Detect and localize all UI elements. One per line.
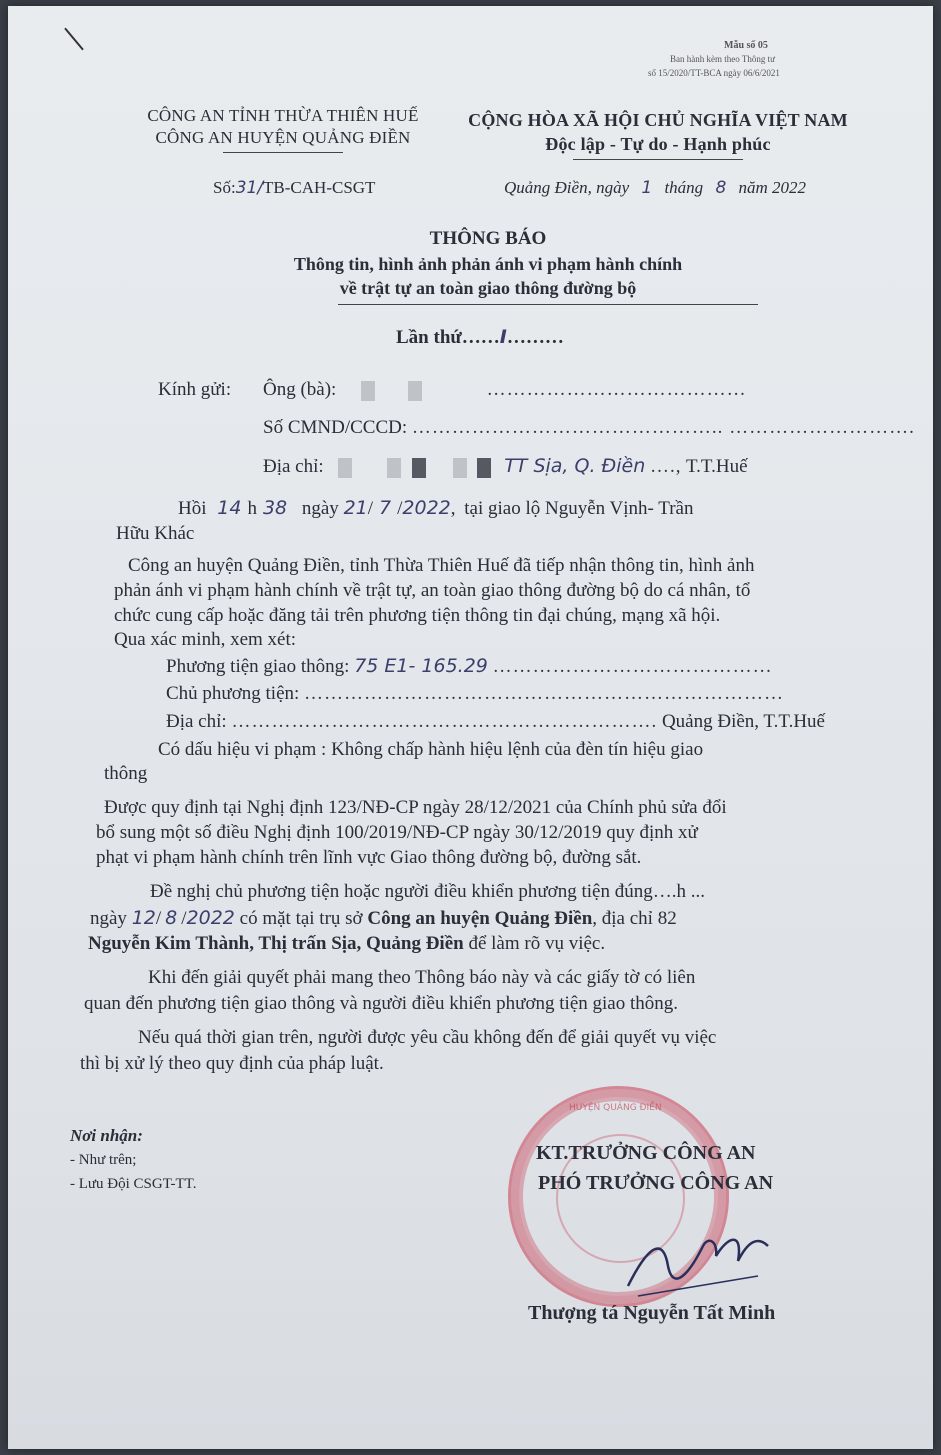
request-l3-end: để làm rõ vụ việc. (468, 933, 606, 954)
notice-subtitle1: Thông tin, hình ảnh phản ánh vi phạm hành chính (293, 254, 683, 274)
redacted-address (412, 458, 426, 478)
signature-title1: KT.TRƯỞNG CÔNG AN (536, 1142, 756, 1164)
kinh-gui-label: Kính gửi: (158, 379, 232, 400)
redacted-address (338, 458, 352, 478)
seal-text: HUYỆN QUẢNG ĐIỀN (569, 1103, 662, 1113)
vehicle-dots: …………………………………… (492, 656, 773, 677)
violation-line1: Có dấu hiệu vi phạm : Không chấp hành hiệu lệnh của đèn tín hiệu giao (158, 739, 704, 760)
request-line3 (88, 932, 605, 956)
doc-number-value: 31/ (235, 178, 264, 198)
late-line1: Nếu quá thời gian trên, người được yêu cầu không đến để giải quyết vụ việc (138, 1027, 717, 1048)
redacted-address (477, 458, 491, 478)
doc-number (213, 178, 375, 198)
form-note-line2: số 15/2020/TT-BCA ngày 06/6/2021 (648, 68, 780, 78)
agency-line1: CÔNG AN TỈNH THỪA THIÊN HUẾ (147, 106, 419, 125)
incident-hoi: Hồi (178, 498, 207, 519)
owner-address-label: Địa chỉ: (166, 711, 227, 732)
address-label: Địa chỉ: (263, 456, 324, 477)
request-end: , địa chỉ 82 (592, 908, 677, 929)
document-page (8, 6, 933, 1449)
agency-line2: CÔNG AN HUYỆN QUẢNG ĐIỀN (155, 128, 411, 147)
vehicle-line (166, 654, 773, 679)
vehicle-plate: 75 E1- 165.29 (354, 655, 488, 677)
id-dots: ……………………………………….. ………………………. (411, 417, 915, 438)
request-ngay: ngày (90, 908, 127, 929)
id-line (263, 416, 915, 440)
date-line (504, 178, 806, 198)
incident-line: Hồi 14 h 38 ngày 21/ 7 /2022, tại giao lộ Nguyễn Vịnh- Trần (178, 497, 694, 519)
request-month: 8 (165, 907, 178, 929)
para1-line1: Công an huyện Quảng Điền, tỉnh Thừa Thiên Huế đã tiếp nhận thông tin, hình ảnh (128, 555, 755, 576)
incident-minute: 38 (262, 497, 288, 519)
owner-line (166, 682, 784, 706)
signer-name: Thượng tá Nguyễn Tất Minh (528, 1302, 776, 1324)
attempt-dots-before: …… (461, 327, 500, 348)
redacted-address (387, 458, 401, 478)
date-month-label: tháng (664, 178, 704, 197)
law-line3: phạt vi phạm hành chính trên lĩnh vực Giao thông đường bộ, đường sắt. (96, 847, 642, 868)
incident-location-cont: Hữu Khác (116, 523, 195, 544)
attempt-line (396, 326, 564, 349)
date-month: 8 (715, 178, 727, 198)
incident-location: tại giao lộ Nguyễn Vịnh- Trần (464, 498, 694, 519)
motto-underline (573, 159, 743, 160)
address-handwritten: TT Sịa, Q. Điền (504, 455, 646, 477)
recipients-item2: - Lưu Đội CSGT-TT. (70, 1176, 197, 1192)
agency-underline (223, 152, 343, 153)
doc-number-label: Số: (213, 178, 236, 197)
address-line (263, 454, 748, 479)
owner-address-dots: ………………………………………………………. (231, 711, 658, 732)
incident-ngay: ngày (301, 498, 339, 519)
late-line2: thì bị xử lý theo quy định của pháp luật. (80, 1053, 384, 1074)
name-dots: ………………………………… (486, 379, 747, 400)
incident-h: h (247, 498, 257, 519)
request-line2: ngày 12/ 8 /2022 có mặt tại trụ sở Công an huyện Quảng Điền, địa chỉ 82 (90, 907, 677, 929)
owner-dots: ……………………………………………………………… (304, 683, 785, 704)
date-place: Quảng Điền, ngày (504, 178, 630, 197)
bring-line1: Khi đến giải quyết phải mang theo Thông báo này và các giấy tờ có liên (148, 967, 696, 988)
form-number: Mẫu số 05 (724, 40, 768, 51)
para1-line3: chức cung cấp hoặc đăng tải trên phương tiện thông tin đại chúng, mạng xã hội. (114, 605, 721, 626)
incident-hour: 14 (217, 497, 242, 519)
handwritten-signature (608, 1216, 808, 1306)
law-line1: Được quy định tại Nghị định 123/NĐ-CP ngày 28/12/2021 của Chính phủ sửa đổi (104, 797, 727, 818)
incident-year: 2022 (402, 497, 451, 519)
id-label: Số CMND/CCCD: (263, 417, 408, 438)
request-station: Công an huyện Quảng Điền (367, 908, 593, 929)
vehicle-label: Phương tiện giao thông: (166, 656, 350, 677)
ong-ba-label: Ông (bà): (263, 379, 337, 400)
attempt-label: Lần thứ (396, 327, 462, 348)
para1-line2: phản ánh vi phạm hành chính về trật tự, an toàn giao thông đường bộ do cá nhân, tổ (114, 580, 751, 601)
attempt-value: I (499, 326, 507, 348)
request-address: Nguyễn Kim Thành, Thị trấn Sịa, Quảng Điền (88, 933, 464, 954)
redacted-address (453, 458, 467, 478)
doc-number-suffix: TB-CAH-CSGT (263, 178, 376, 197)
nation-motto: Độc lập - Tự do - Hạnh phúc (545, 134, 771, 154)
para2: Qua xác minh, xem xét: (114, 629, 297, 650)
bring-line2: quan đến phương tiện giao thông và người điều khiển phương tiện giao thông. (84, 993, 679, 1014)
notice-subtitle2: về trật tự an toàn giao thông đường bộ (339, 278, 637, 298)
recipients-title: Nơi nhận: (70, 1126, 143, 1145)
request-line1: Đề nghị chủ phương tiện hoặc người điều khiển phương tiện đúng….h ... (150, 881, 705, 902)
date-day: 1 (641, 178, 653, 198)
nation-title: CỘNG HÒA XÃ HỘI CHỦ NGHĨA VIỆT NAM (468, 110, 848, 130)
corner-mark (64, 28, 84, 51)
date-year-label: năm 2022 (738, 178, 807, 197)
notice-title: THÔNG BÁO (429, 228, 547, 249)
signature-title2: PHÓ TRƯỞNG CÔNG AN (538, 1172, 774, 1194)
request-mid: có mặt tại trụ sở (239, 908, 363, 929)
law-line2: bổ sung một số điều Nghị định 100/2019/NĐ-CP ngày 30/12/2019 quy định xử (96, 822, 698, 843)
owner-label: Chủ phương tiện: (166, 683, 300, 704)
form-note-line1: Ban hành kèm theo Thông tư (670, 54, 775, 64)
owner-address-line (166, 710, 825, 734)
request-year: 2022 (186, 907, 235, 929)
owner-address-suffix: Quảng Điền, T.T.Huế (661, 711, 825, 732)
address-dots: …., (650, 456, 682, 477)
request-day: 12 (131, 907, 156, 929)
ong-ba-line (263, 378, 747, 402)
incident-month: 7 (379, 497, 392, 519)
recipients-item1: - Như trên; (70, 1152, 137, 1168)
incident-day: 21 (343, 497, 368, 519)
redacted-name (361, 381, 375, 401)
redacted-name (408, 381, 422, 401)
address-suffix: T.T.Huế (685, 456, 748, 477)
violation-line2: thông (104, 763, 148, 784)
title-underline (338, 304, 758, 305)
attempt-dots-after: ……… (506, 327, 564, 348)
